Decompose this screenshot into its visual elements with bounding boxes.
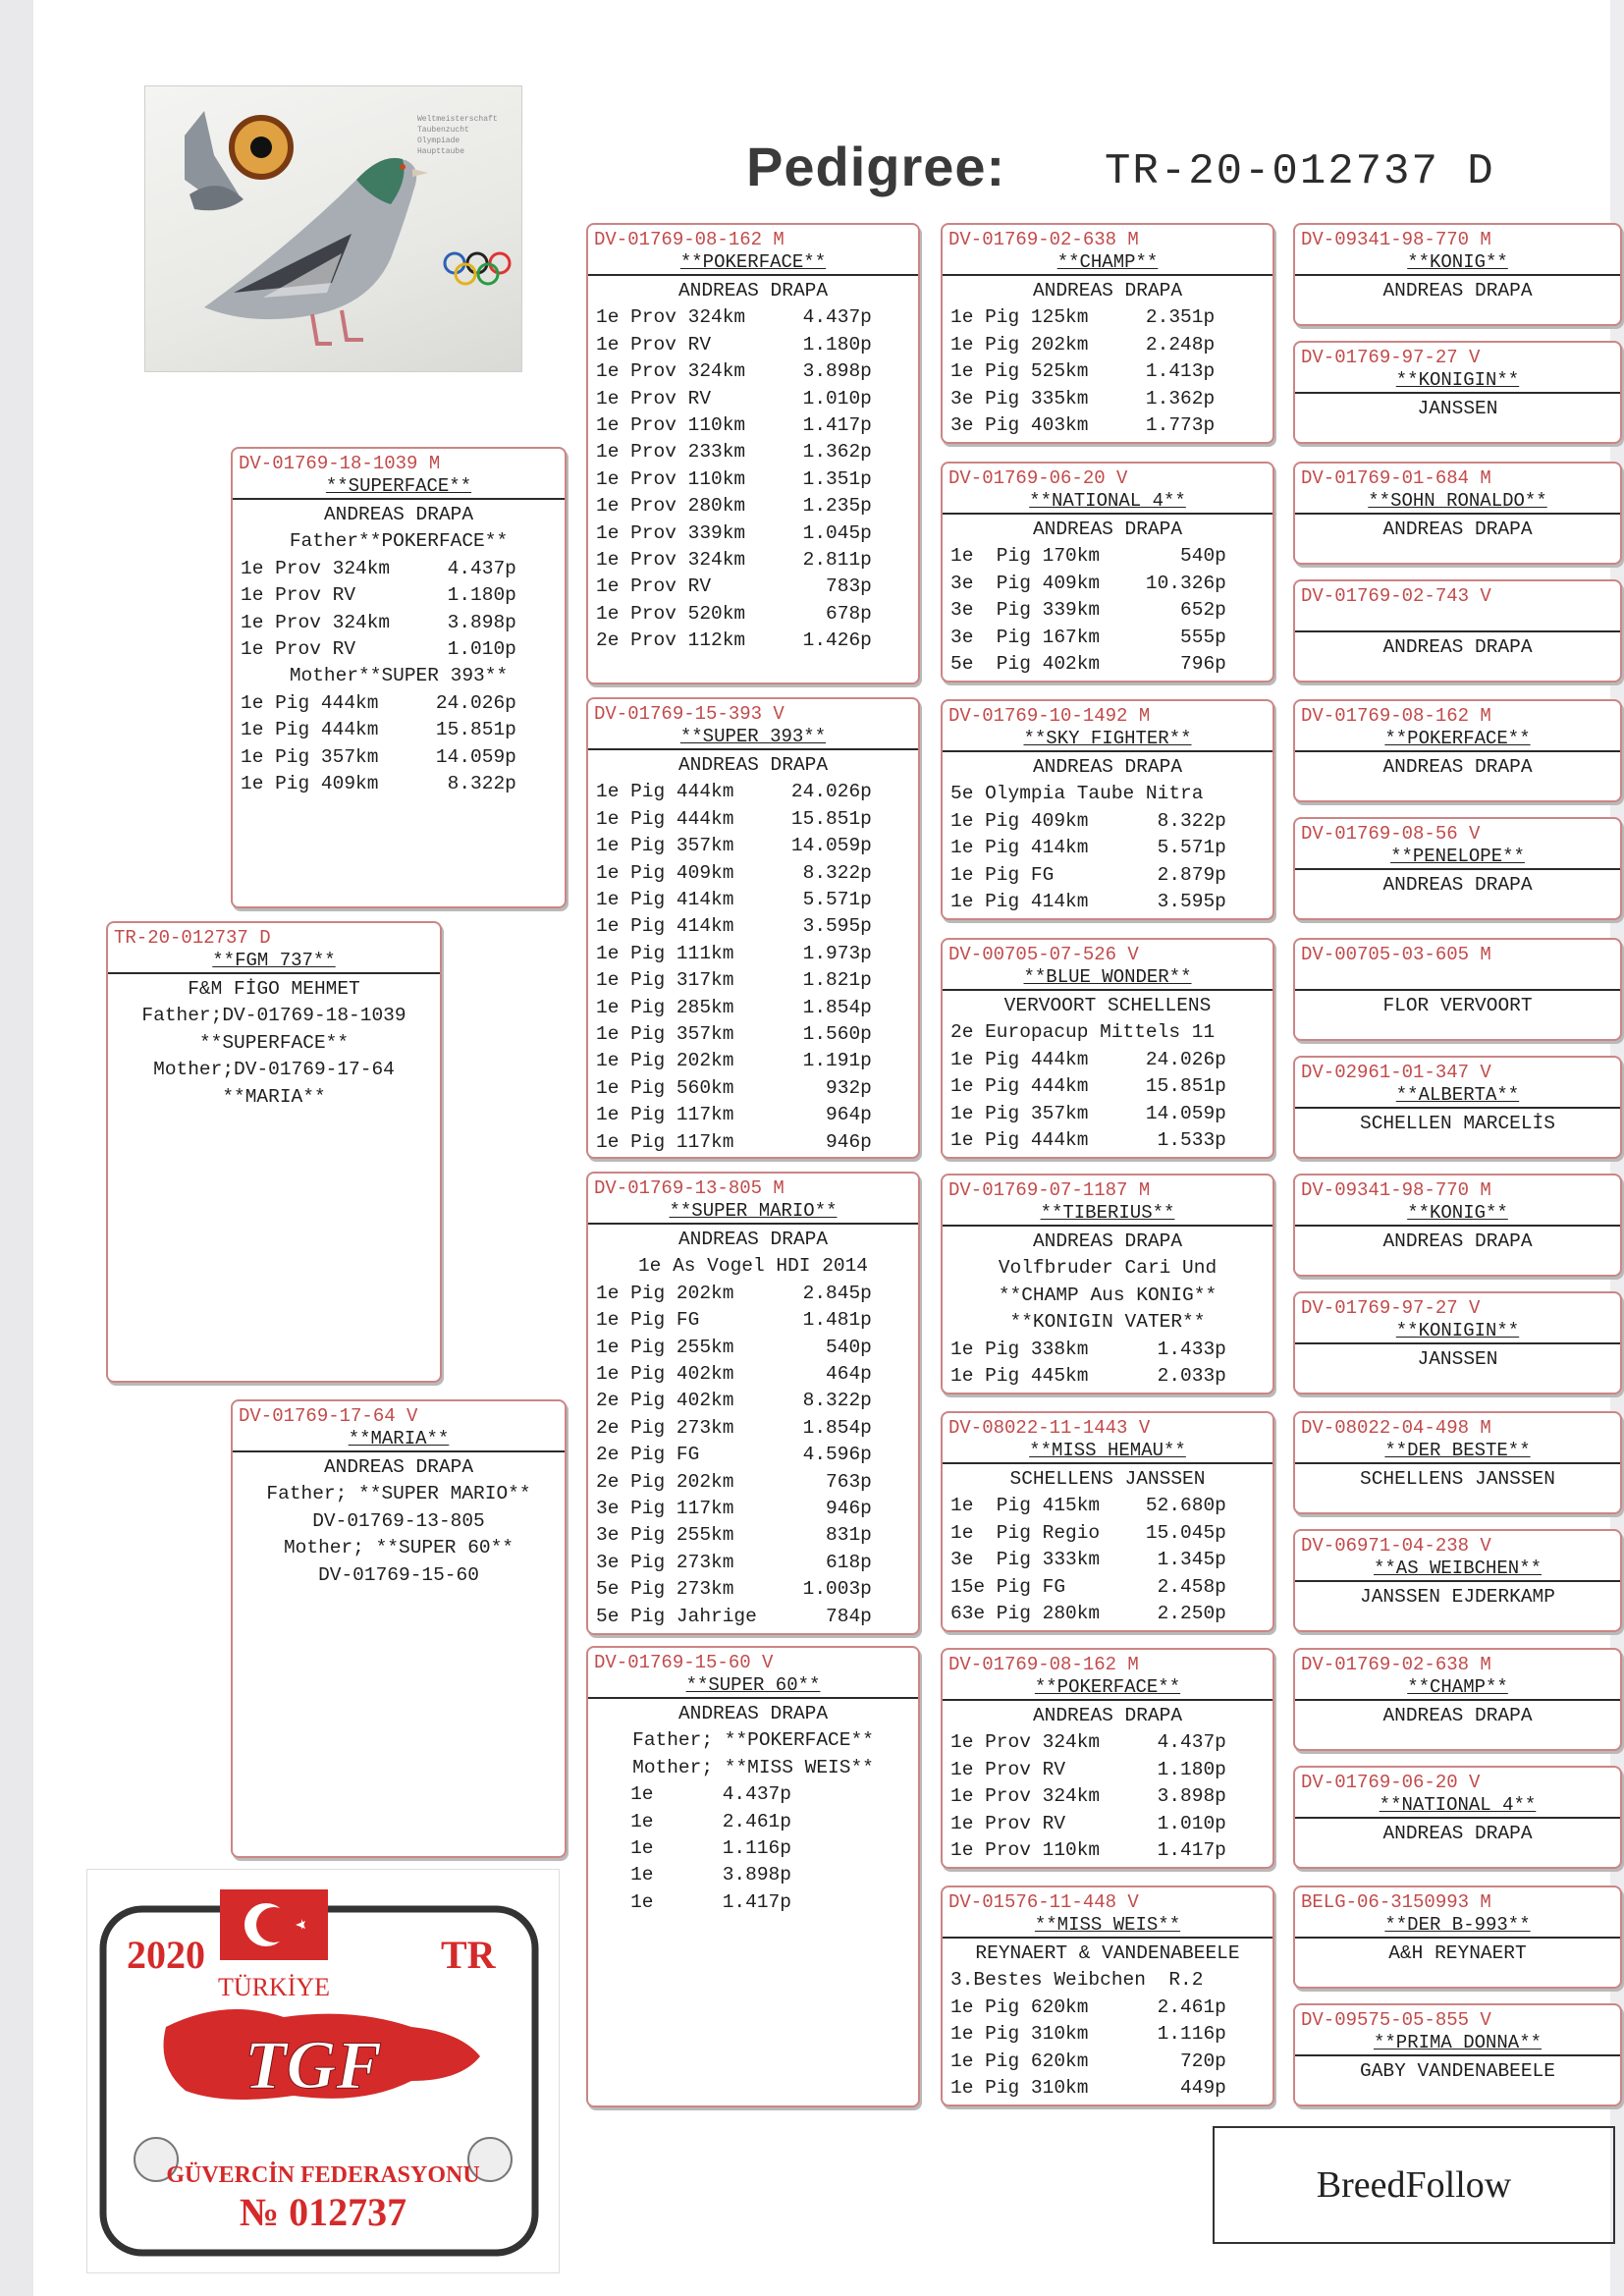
card-result-line: 5e Olympia Taube Nitra xyxy=(950,783,1204,805)
card-result-line: 1e Pig FG 2.879p xyxy=(950,863,1226,886)
tgf-logo xyxy=(86,1869,560,2273)
pedigree-card xyxy=(941,1174,1274,1394)
logo-number: № 012737 xyxy=(239,2190,407,2234)
card-info-line: ANDREAS DRAPA xyxy=(1382,280,1533,301)
card-result-line: 1e Pig 317km 1.821p xyxy=(596,969,872,992)
card-info-line: ANDREAS DRAPA xyxy=(323,504,474,525)
card-result-line: 1e Prov 324km 4.437p xyxy=(950,1731,1226,1754)
card-ring-number: DV-09341-98-770 M xyxy=(1301,229,1491,250)
card-result-line: 2e Pig 402km 8.322p xyxy=(596,1390,872,1412)
card-result-line: 2e Prov 112km 1.426p xyxy=(596,629,872,652)
card-pigeon-name: **AS WEIBCHEN** xyxy=(1295,1557,1620,1582)
card-info-line: ANDREAS DRAPA xyxy=(1382,1823,1533,1844)
pedigree-card xyxy=(586,223,920,684)
card-ring-number: DV-01769-02-638 M xyxy=(948,229,1139,250)
logo-country: TÜRKİYE xyxy=(217,1973,331,2001)
card-result-line: 1e Pig 444km 1.533p xyxy=(950,1129,1226,1152)
card-result-line: 1e Prov 233km 1.362p xyxy=(596,441,872,464)
card-info-line: VERVOORT SCHELLENS xyxy=(1003,995,1212,1016)
subject-ring-number: TR-20-012737 D xyxy=(1105,147,1495,196)
card-results xyxy=(588,750,918,1156)
card-result-line: 3.Bestes Weibchen R.2 xyxy=(950,1969,1204,1992)
card-pigeon-name: **DER BESTE** xyxy=(1295,1439,1620,1464)
card-result-line: 3e Pig 273km 618p xyxy=(596,1551,872,1573)
card-ring-number: DV-01769-06-20 V xyxy=(1301,1772,1481,1793)
card-result-line: 5e Pig 402km 796p xyxy=(950,653,1226,676)
card-result-line: 1e Pig 357km 1.560p xyxy=(596,1023,872,1046)
card-results xyxy=(1295,870,1620,899)
card-result-line: 15e Pig FG 2.458p xyxy=(950,1575,1226,1598)
card-results xyxy=(1295,2056,1620,2085)
card-info-line: ANDREAS DRAPA xyxy=(677,754,829,776)
card-results xyxy=(943,1939,1272,2102)
card-results xyxy=(588,276,918,655)
card-result-line: 1e Prov 110km 1.417p xyxy=(596,414,872,437)
card-ring-number: DV-01769-10-1492 M xyxy=(948,705,1151,727)
card-pigeon-name: **ALBERTA** xyxy=(1295,1083,1620,1109)
card-ring-number: DV-01769-18-1039 M xyxy=(239,453,441,474)
pedigree-card xyxy=(1293,2003,1622,2106)
card-result-line: 1e Pig 117km 964p xyxy=(596,1104,872,1126)
card-info-line: Father**POKERFACE** xyxy=(289,530,509,553)
card-result-line: 1e Pig 560km 932p xyxy=(596,1076,872,1099)
card-result-line: 1e Pig FG 1.481p xyxy=(596,1309,872,1332)
card-results xyxy=(1295,394,1620,422)
card-info-line: ANDREAS DRAPA xyxy=(1382,1705,1533,1726)
card-pigeon-name: **DER B-993** xyxy=(1295,1913,1620,1939)
card-info-line: SCHELLEN MARCELİS xyxy=(1360,1113,1555,1134)
card-pigeon-name: **MISS HEMAU** xyxy=(943,1439,1272,1464)
card-result-line: 1e Pig 170km 540p xyxy=(950,545,1226,568)
card-results xyxy=(233,1452,565,1589)
card-info-line: F&M FİGO MEHMET xyxy=(188,978,360,1000)
card-results xyxy=(588,1699,918,1916)
pedigree-card xyxy=(1293,341,1622,444)
card-ring-number: DV-09575-05-855 V xyxy=(1301,2009,1491,2031)
card-result-line: 1e Prov RV 1.180p xyxy=(950,1758,1226,1780)
card-info-line: ANDREAS DRAPA xyxy=(677,1229,829,1250)
card-pigeon-name xyxy=(1295,965,1620,991)
card-info-line: FLOR VERVOORT xyxy=(1382,995,1533,1016)
card-ring-number: TR-20-012737 D xyxy=(114,927,271,949)
card-result-line: 1e Pig 415km 52.680p xyxy=(950,1495,1226,1517)
card-ring-number: DV-01769-08-162 M xyxy=(1301,705,1491,727)
left-scan-edge xyxy=(0,0,33,2296)
pedigree-card xyxy=(1293,1648,1622,1751)
pedigree-card xyxy=(586,697,920,1159)
logo-org-short: TGF xyxy=(244,2028,382,2104)
card-pigeon-name: **KONIG** xyxy=(1295,250,1620,276)
card-ring-number: DV-01769-06-20 V xyxy=(948,467,1128,489)
pedigree-card xyxy=(586,1646,920,2107)
card-result-line: 1e Pig 444km 15.851p xyxy=(241,719,516,741)
card-pigeon-name xyxy=(1295,607,1620,632)
card-pigeon-name: **POKERFACE** xyxy=(943,1675,1272,1701)
card-pigeon-name: **MARIA** xyxy=(233,1427,565,1452)
card-result-line: 3e Pig 333km 1.345p xyxy=(950,1549,1226,1571)
card-pigeon-name: **BLUE WONDER** xyxy=(943,965,1272,991)
card-result-line: 1e Pig 414km 5.571p xyxy=(596,889,872,911)
card-info-line: Mother;DV-01769-17-64 xyxy=(153,1059,395,1081)
pedigree-card xyxy=(1293,1291,1622,1394)
card-results xyxy=(1295,1344,1620,1373)
card-ring-number: DV-08022-04-498 M xyxy=(1301,1417,1491,1439)
pedigree-card xyxy=(941,1411,1274,1632)
card-result-line: 1e Pig 310km 449p xyxy=(950,2077,1226,2100)
pedigree-card xyxy=(1293,699,1622,802)
card-info-line: JANSSEN xyxy=(1417,1348,1498,1370)
card-ring-number: DV-01769-15-60 V xyxy=(594,1652,774,1673)
card-pigeon-name: **PENELOPE** xyxy=(1295,845,1620,870)
card-results xyxy=(108,974,440,1111)
card-info-line: **MARIA** xyxy=(222,1085,326,1108)
card-results xyxy=(943,991,1272,1154)
card-result-line: 1e Prov 324km 3.898p xyxy=(596,360,872,383)
card-result-line: 1e Prov 324km 4.437p xyxy=(241,557,516,579)
card-result-line: 1e Pig 117km 946p xyxy=(596,1130,872,1153)
pedigree-card xyxy=(1293,223,1622,326)
card-ring-number: DV-01769-08-162 M xyxy=(594,229,785,250)
card-pigeon-name: **SUPERFACE** xyxy=(233,474,565,500)
card-ring-number: DV-01769-02-638 M xyxy=(1301,1654,1491,1675)
card-result-line: 1e Pig 357km 14.059p xyxy=(950,1102,1226,1124)
card-results xyxy=(1295,752,1620,781)
card-result-line: 1e Pig 414km 3.595p xyxy=(950,891,1226,913)
card-info-line: SCHELLENS JANSSEN xyxy=(1009,1468,1206,1490)
pedigree-card xyxy=(1293,1056,1622,1159)
card-pigeon-name: **SUPER 60** xyxy=(588,1673,918,1699)
card-info-line: Father; **SUPER MARIO** xyxy=(266,1483,531,1505)
card-pigeon-name: **KONIG** xyxy=(1295,1201,1620,1227)
card-result-line: 1e Pig 444km 24.026p xyxy=(241,691,516,714)
card-results xyxy=(1295,1227,1620,1255)
card-result-line: 1e Prov 324km 4.437p xyxy=(596,306,872,329)
card-result-line: 5e Pig 273km 1.003p xyxy=(596,1578,872,1601)
card-info-line: **KONIGIN VATER** xyxy=(1009,1311,1206,1334)
card-results xyxy=(943,276,1272,439)
card-ring-number: DV-09341-98-770 M xyxy=(1301,1179,1491,1201)
card-ring-number: DV-01769-08-56 V xyxy=(1301,823,1481,845)
card-result-line: 3e Pig 403km 1.773p xyxy=(950,414,1216,437)
card-result-line: 3e Pig 255km 831p xyxy=(596,1524,872,1547)
card-result-line: 1e Prov 339km 1.045p xyxy=(596,521,872,544)
card-results xyxy=(233,500,565,797)
card-result-line: 1e Pig 125km 2.351p xyxy=(950,306,1216,329)
card-results xyxy=(1295,1939,1620,1967)
pigeon-photo xyxy=(144,85,522,372)
card-result-line: 1e Pig 620km 720p xyxy=(950,2050,1226,2072)
card-result-line: 1e Pig 285km 1.854p xyxy=(596,996,872,1018)
card-ring-number: DV-08022-11-1443 V xyxy=(948,1417,1151,1439)
card-result-line: 1e Pig 525km 1.413p xyxy=(950,360,1216,383)
card-result-line: 1e Pig 255km 540p xyxy=(596,1336,872,1358)
card-ring-number: DV-00705-07-526 V xyxy=(948,944,1139,965)
card-pigeon-name: **SKY FIGHTER** xyxy=(943,727,1272,752)
card-result-line: 1e Prov 110km 1.417p xyxy=(950,1839,1226,1862)
pedigree-card xyxy=(1293,1529,1622,1632)
card-info-line: ANDREAS DRAPA xyxy=(1032,280,1183,301)
card-ring-number: DV-01769-02-743 V xyxy=(1301,585,1491,607)
pedigree-card xyxy=(1293,1411,1622,1514)
card-result-line: 1e Prov 110km 1.351p xyxy=(596,467,872,490)
card-info-line: A&H REYNAERT xyxy=(1388,1942,1527,1964)
photo-caption-line: Olympiade xyxy=(417,137,460,145)
card-result-line: 1e Pig 357km 14.059p xyxy=(241,745,516,768)
card-info-line: DV-01769-13-805 xyxy=(312,1509,485,1532)
card-result-line: 1e Pig 338km 1.433p xyxy=(950,1338,1226,1360)
card-result-line: 1e Pig 414km 3.595p xyxy=(596,915,872,938)
card-info-line: GABY VANDENABEELE xyxy=(1360,2060,1555,2082)
pedigree-card xyxy=(1293,1766,1622,1869)
card-info-line: ANDREAS DRAPA xyxy=(677,280,829,301)
pedigree-card xyxy=(1293,938,1622,1041)
card-result-line: 1e Pig 444km 15.851p xyxy=(596,807,872,830)
card-info-line: DV-01769-15-60 xyxy=(318,1563,479,1586)
card-ring-number: DV-01769-13-805 M xyxy=(594,1177,785,1199)
card-info-line: ANDREAS DRAPA xyxy=(1032,519,1183,540)
card-pigeon-name: **POKERFACE** xyxy=(1295,727,1620,752)
card-info-line: ANDREAS DRAPA xyxy=(1032,756,1183,778)
card-pigeon-name: **PRIMA DONNA** xyxy=(1295,2031,1620,2056)
card-info-line: Father;DV-01769-18-1039 xyxy=(141,1005,406,1027)
card-result-line: 1e 2.461p xyxy=(596,1810,791,1832)
breedfollow-brand: BreedFollow xyxy=(1213,2126,1615,2244)
card-result-line: 1e Prov RV 1.180p xyxy=(596,333,872,355)
card-result-line: 1e Prov 324km 3.898p xyxy=(241,611,516,633)
card-result-line: 1e Pig 202km 1.191p xyxy=(596,1050,872,1072)
card-info-line: **CHAMP Aus KONIG** xyxy=(998,1284,1218,1306)
card-result-line: 5e Pig Jahrige 784p xyxy=(596,1605,872,1627)
card-result-line: 1e Pig 310km 1.116p xyxy=(950,2023,1226,2046)
card-pigeon-name: **CHAMP** xyxy=(943,250,1272,276)
pedigree-card xyxy=(941,1886,1274,2106)
pedigree-card xyxy=(106,921,442,1383)
card-ring-number: DV-01769-01-684 M xyxy=(1301,467,1491,489)
card-result-line: 1e Prov RV 1.180p xyxy=(241,584,516,607)
card-info-line: Father; **POKERFACE** xyxy=(632,1729,874,1752)
card-results xyxy=(1295,1701,1620,1729)
card-result-line: 1e Pig 202km 2.845p xyxy=(596,1282,872,1304)
card-result-line: 3e Pig 167km 555p xyxy=(950,626,1226,648)
card-result-line: 2e Pig FG 4.596p xyxy=(596,1444,872,1466)
card-info-line: **SUPERFACE** xyxy=(198,1031,350,1054)
card-info-line: Mother; **SUPER 60** xyxy=(283,1537,514,1559)
card-result-line: 3e Pig 117km 946p xyxy=(596,1498,872,1520)
card-pigeon-name: **SUPER MARIO** xyxy=(588,1199,918,1225)
card-result-line: 1e Pig 409km 8.322p xyxy=(596,861,872,884)
card-results xyxy=(943,1701,1272,1864)
card-pigeon-name: **FGM 737** xyxy=(108,949,440,974)
logo-org-long: GÜVERCİN FEDERASYONU xyxy=(166,2162,480,2188)
card-results xyxy=(943,752,1272,915)
card-info-line: ANDREAS DRAPA xyxy=(323,1456,474,1478)
pedigree-card xyxy=(941,699,1274,920)
card-info-line: ANDREAS DRAPA xyxy=(1382,519,1533,540)
olympic-rings xyxy=(445,253,510,284)
card-result-line: 1e Pig 357km 14.059p xyxy=(596,835,872,857)
card-results xyxy=(588,1225,918,1630)
card-result-line: 1e 4.437p xyxy=(596,1783,791,1806)
card-result-line: 3e Pig 409km 10.326p xyxy=(950,572,1226,594)
card-pigeon-name: **NATIONAL 4** xyxy=(943,489,1272,515)
card-ring-number: DV-00705-03-605 M xyxy=(1301,944,1491,965)
card-results xyxy=(943,1227,1272,1390)
pedigree-card xyxy=(231,447,567,908)
pedigree-card xyxy=(1293,1886,1622,1989)
card-ring-number: DV-01769-97-27 V xyxy=(1301,347,1481,368)
card-results xyxy=(1295,515,1620,543)
card-result-line: 1e Prov 280km 1.235p xyxy=(596,495,872,518)
card-result-line: 1e Pig 444km 15.851p xyxy=(950,1075,1226,1098)
card-result-line: 1e Pig 445km 2.033p xyxy=(950,1365,1226,1388)
card-result-line: 2e Europacup Mittels 11 xyxy=(950,1021,1216,1044)
card-results xyxy=(1295,1464,1620,1493)
card-result-line: 2e Pig 273km 1.854p xyxy=(596,1416,872,1439)
card-result-line: 1e Prov 520km 678p xyxy=(596,602,872,625)
card-pigeon-name: **MISS WEIS** xyxy=(943,1913,1272,1939)
pedigree-card xyxy=(1293,579,1622,683)
logo-country-code: TR xyxy=(441,1933,496,1977)
card-info-line: ANDREAS DRAPA xyxy=(1382,874,1533,896)
card-ring-number: DV-02961-01-347 V xyxy=(1301,1062,1491,1083)
card-ring-number: DV-01576-11-448 V xyxy=(948,1891,1139,1913)
card-pigeon-name: **TIBERIUS** xyxy=(943,1201,1272,1227)
pedigree-card xyxy=(941,938,1274,1159)
pedigree-card xyxy=(586,1172,920,1635)
card-results xyxy=(943,515,1272,678)
pedigree-card xyxy=(1293,462,1622,565)
card-info-line: JANSSEN xyxy=(1417,398,1498,419)
card-result-line: 3e Pig 335km 1.362p xyxy=(950,387,1216,410)
logo-year: 2020 xyxy=(127,1933,205,1977)
card-result-line: 1e Pig 444km 24.026p xyxy=(596,781,872,803)
card-ring-number: DV-06971-04-238 V xyxy=(1301,1535,1491,1557)
card-ring-number: DV-01769-08-162 M xyxy=(948,1654,1139,1675)
pedigree-card xyxy=(941,1648,1274,1869)
card-pigeon-name: **KONIGIN** xyxy=(1295,368,1620,394)
card-results xyxy=(1295,1582,1620,1611)
photo-caption-line: Weltmeisterschaft Taubenzucht xyxy=(417,115,498,135)
card-result-line: 1e Pig 620km 2.461p xyxy=(950,1995,1226,2018)
card-result-line: 1e Pig 409km 8.322p xyxy=(950,809,1226,832)
card-result-line: 1e 3.898p xyxy=(596,1864,791,1886)
card-info-line: ANDREAS DRAPA xyxy=(1032,1230,1183,1252)
card-result-line: 1e Pig 402km 464p xyxy=(596,1363,872,1386)
card-result-line: 1e Prov 324km 2.811p xyxy=(596,549,872,572)
card-result-line: 1e Pig 409km 8.322p xyxy=(241,773,516,795)
card-result-line: 1e Prov RV 1.010p xyxy=(596,387,872,410)
tgf-emblem xyxy=(87,1870,559,2272)
card-info-line: ANDREAS DRAPA xyxy=(677,1703,829,1724)
card-result-line: 1e Prov RV 1.010p xyxy=(241,638,516,661)
card-result-line: 3e Pig 339km 652p xyxy=(950,599,1226,622)
card-info-line: JANSSEN EJDERKAMP xyxy=(1360,1586,1555,1608)
card-pigeon-name: **NATIONAL 4** xyxy=(1295,1793,1620,1819)
card-result-line: 1e Pig 444km 24.026p xyxy=(950,1048,1226,1070)
pedigree-card xyxy=(231,1399,567,1858)
card-info-line: ANDREAS DRAPA xyxy=(1382,636,1533,658)
card-result-line: 1e Pig 202km 2.248p xyxy=(950,333,1216,355)
card-info-line: 1e As Vogel HDI 2014 xyxy=(637,1255,869,1278)
card-ring-number: DV-01769-17-64 V xyxy=(239,1405,418,1427)
card-info-line: SCHELLENS JANSSEN xyxy=(1360,1468,1555,1490)
card-results xyxy=(943,1464,1272,1627)
pedigree-card xyxy=(941,223,1274,444)
page-title: Pedigree: xyxy=(746,136,1006,197)
card-result-line: 1e Pig 111km 1.973p xyxy=(596,942,872,964)
card-result-line: 1e 1.417p xyxy=(596,1890,791,1913)
card-ring-number: BELG-06-3150993 M xyxy=(1301,1891,1491,1913)
card-results xyxy=(1295,276,1620,304)
card-result-line: 63e Pig 280km 2.250p xyxy=(950,1603,1226,1625)
card-result-line: 1e Pig Regio 15.045p xyxy=(950,1521,1226,1544)
card-pigeon-name: **POKERFACE** xyxy=(588,250,918,276)
card-ring-number: DV-01769-97-27 V xyxy=(1301,1297,1481,1319)
card-result-line: 1e Prov 324km 3.898p xyxy=(950,1785,1226,1808)
card-info-line: Volfbruder Cari Und xyxy=(998,1257,1218,1280)
pedigree-card xyxy=(941,462,1274,683)
card-results xyxy=(1295,991,1620,1019)
card-pigeon-name: **KONIGIN** xyxy=(1295,1319,1620,1344)
card-info-line: ANDREAS DRAPA xyxy=(1382,1230,1533,1252)
pedigree-card xyxy=(1293,817,1622,920)
card-result-line: 2e Pig 202km 763p xyxy=(596,1470,872,1493)
card-result-line: 1e Prov RV 783p xyxy=(596,575,872,598)
card-info-line: Mother**SUPER 393** xyxy=(289,665,509,687)
card-result-line: 1e Pig 414km 5.571p xyxy=(950,837,1226,859)
pedigree-card xyxy=(1293,1174,1622,1277)
photo-caption-line: Haupttaube xyxy=(417,147,465,156)
card-results xyxy=(1295,1109,1620,1137)
card-ring-number: DV-01769-15-393 V xyxy=(594,703,785,725)
card-results xyxy=(1295,1819,1620,1847)
card-info-line: REYNAERT & VANDENABEELE xyxy=(975,1942,1240,1964)
card-info-line: Mother; **MISS WEIS** xyxy=(632,1756,874,1778)
card-ring-number: DV-01769-07-1187 M xyxy=(948,1179,1151,1201)
card-pigeon-name: **CHAMP** xyxy=(1295,1675,1620,1701)
card-pigeon-name: **SUPER 393** xyxy=(588,725,918,750)
card-info-line: ANDREAS DRAPA xyxy=(1032,1705,1183,1726)
card-result-line: 1e 1.116p xyxy=(596,1837,791,1860)
card-info-line: ANDREAS DRAPA xyxy=(1382,756,1533,778)
card-results xyxy=(1295,632,1620,661)
photo-caption xyxy=(417,114,506,157)
card-result-line: 1e Prov RV 1.010p xyxy=(950,1812,1226,1834)
card-pigeon-name: **SOHN RONALDO** xyxy=(1295,489,1620,515)
